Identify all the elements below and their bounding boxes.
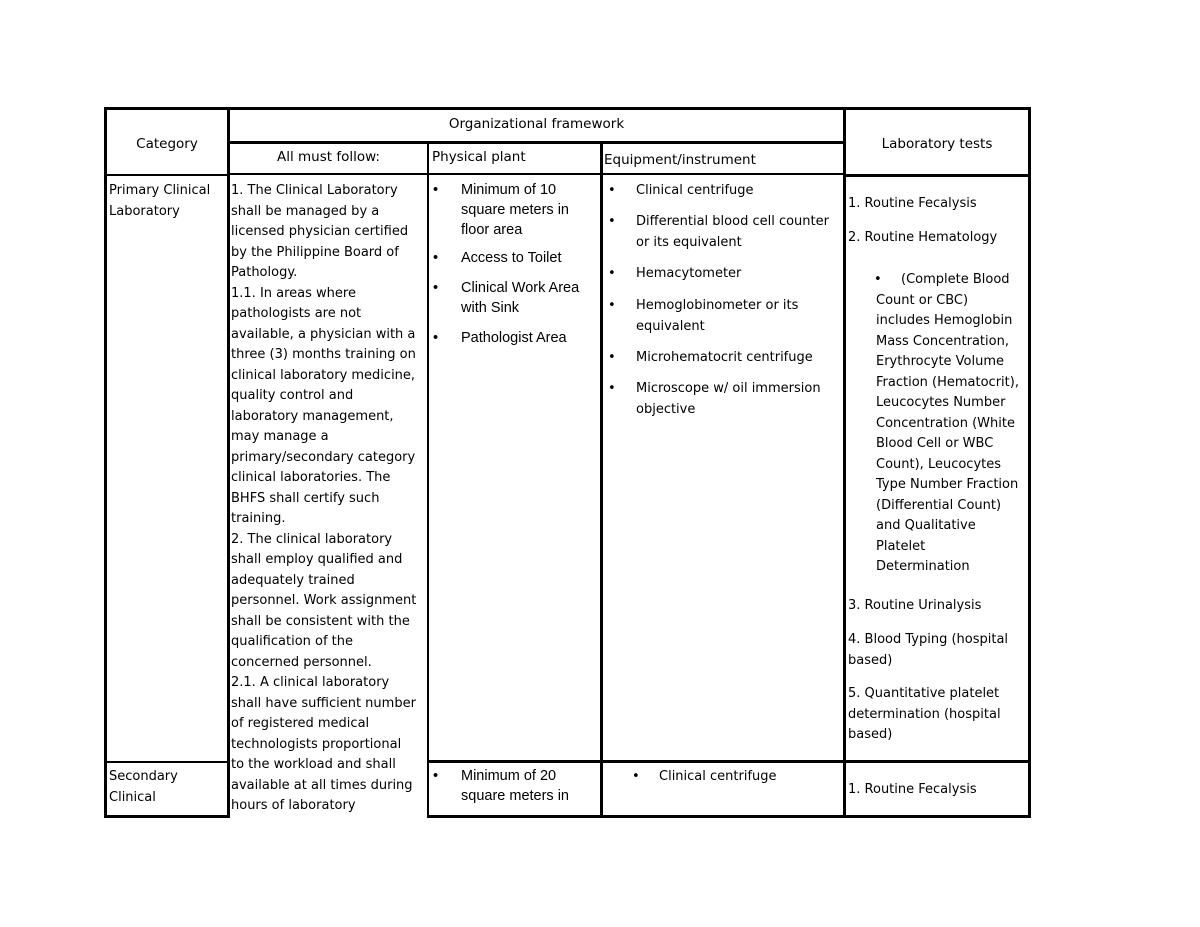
text-line: Count or CBC) <box>876 292 969 308</box>
text-line: 2.1. A clinical laboratory <box>231 675 390 690</box>
lab-test-5-line2: determination (hospital <box>848 707 1001 722</box>
lab-test-4-line1: 4. Blood Typing (hospital <box>848 632 1009 647</box>
text-line: adequately trained <box>231 572 355 588</box>
header-all-must-follow: All must follow: <box>277 149 380 165</box>
bullet-icon: • <box>874 272 882 287</box>
text-line: clinical laboratories. The <box>231 470 391 485</box>
text-line: to the workload and shall <box>231 757 396 772</box>
bullet-icon: • <box>608 350 616 365</box>
bullet-icon: • <box>433 280 439 296</box>
bullet-icon: • <box>608 183 616 198</box>
physical-plant-item: Pathologist Area <box>461 330 567 346</box>
text-line: hours of laboratory <box>231 798 356 813</box>
text-line: clinical laboratory medicine, <box>231 367 416 383</box>
table-border-bottom <box>104 815 228 818</box>
header-subrow-line <box>227 141 846 144</box>
text-line: and Qualitative <box>876 518 976 533</box>
text-line: shall be consistent with the <box>231 613 410 629</box>
header-bottom-line-category <box>104 174 228 176</box>
table-border-bottom-2 <box>428 815 1031 818</box>
text-line: Blood Cell or WBC <box>876 436 994 451</box>
lab-test-5-line1: 5. Quantitative platelet <box>848 686 1000 701</box>
table-border-top <box>104 107 1031 110</box>
text-line: Erythrocyte Volume <box>876 354 1005 369</box>
primary-all-must-follow <box>231 181 427 817</box>
text-line: Determination <box>876 559 970 574</box>
secondary-physical-plant-line1: Minimum of 20 <box>461 768 557 784</box>
col-divider-3 <box>600 143 603 818</box>
physical-plant-item: Minimum of 10 square meters in floor area <box>461 182 569 238</box>
text-line: three (3) months training on <box>231 347 416 362</box>
table-border-right <box>1028 107 1031 818</box>
physical-plant-item: Clinical Work Area with Sink <box>461 280 580 316</box>
bullet-icon: • <box>433 250 439 266</box>
text-line: Concentration (White <box>876 415 1015 431</box>
table-border-left <box>104 107 107 818</box>
col-divider-4 <box>843 107 846 818</box>
text-line: (Differential Count) <box>876 497 1002 513</box>
cbc-description <box>876 270 1028 578</box>
text-line: Type Number Fraction <box>876 477 1019 492</box>
header-bottom-line-lab <box>843 174 1031 177</box>
text-line: concerned personnel. <box>231 654 372 670</box>
physical-plant-item: Access to Toilet <box>461 250 562 266</box>
text-line: personnel. Work assignment <box>231 593 417 608</box>
lab-test-4-line2: based) <box>848 653 893 668</box>
text-line: Fraction (Hematocrit), <box>876 374 1019 390</box>
lab-test-2: 2. Routine Hematology <box>848 230 998 245</box>
equipment-item: Microscope w/ oil immersion objective <box>636 381 821 417</box>
bullet-icon: • <box>632 769 640 784</box>
secondary-lab-test: 1. Routine Fecalysis <box>848 782 977 797</box>
text-line: available, a physician with a <box>231 326 416 342</box>
bullet-icon: • <box>608 266 616 281</box>
header-laboratory-tests: Laboratory tests <box>881 136 993 152</box>
bullet-icon: • <box>433 182 439 198</box>
text-line: laboratory management, <box>231 408 394 424</box>
text-line: by the Philippine Board of <box>231 244 399 260</box>
text-line: of registered medical <box>231 716 370 731</box>
header-equipment-instrument: Equipment/instrument <box>604 152 756 168</box>
secondary-equipment: Clinical centrifuge <box>659 769 777 784</box>
equipment-item: Differential blood cell counter or its equivalent <box>636 214 829 250</box>
header-category: Category <box>136 136 198 152</box>
text-line: Platelet <box>876 538 926 554</box>
row-divider-framework <box>427 760 1031 763</box>
text-line: (Complete Blood <box>901 272 1010 287</box>
text-line: primary/secondary category <box>231 449 416 465</box>
lab-test-1: 1. Routine Fecalysis <box>848 196 977 211</box>
text-line: training. <box>231 511 286 526</box>
text-line: Leucocytes Number <box>876 395 1006 410</box>
bullet-icon: • <box>608 381 616 396</box>
equipment-item: Microhematocrit centrifuge <box>636 350 813 365</box>
text-line: qualification of the <box>231 634 354 649</box>
secondary-physical-plant-line2: square meters in <box>461 788 569 804</box>
secondary-category-line1: Secondary <box>109 769 178 784</box>
text-line: technologists proportional <box>231 736 402 752</box>
bullet-icon: • <box>608 298 616 313</box>
text-line: Count), Leucocytes <box>876 456 1002 472</box>
text-line: shall have sufficient number <box>231 695 416 711</box>
primary-category: Primary Clinical Laboratory <box>109 183 211 219</box>
equipment-item: Hemoglobinometer or its equivalent <box>636 298 799 334</box>
bullet-icon: • <box>608 214 616 229</box>
text-line: available at all times during <box>231 777 413 793</box>
header-bottom-line-framework <box>227 173 846 175</box>
equipment-item: Hemacytometer <box>636 266 742 281</box>
text-line: 1. The Clinical Laboratory <box>231 183 398 198</box>
row-divider-category <box>104 761 228 763</box>
text-line: includes Hemoglobin <box>876 313 1013 328</box>
col-divider-2 <box>427 143 429 818</box>
text-line: Pathology. <box>231 265 298 280</box>
bullet-icon: • <box>433 768 439 784</box>
text-line: quality control and <box>231 388 354 403</box>
text-line: 2. The clinical laboratory <box>231 531 393 547</box>
text-line: 1.1. In areas where <box>231 285 356 301</box>
col-divider-1 <box>227 107 230 818</box>
text-line: Mass Concentration, <box>876 333 1009 349</box>
lab-test-5-line3: based) <box>848 727 893 742</box>
secondary-category-line2: Clinical <box>109 790 156 805</box>
text-line: pathologists are not <box>231 306 362 321</box>
header-organizational-framework: Organizational framework <box>448 116 625 132</box>
bullet-icon: • <box>433 330 439 346</box>
text-line: may manage a <box>231 429 329 444</box>
text-line: shall employ qualified and <box>231 552 403 567</box>
equipment-item: Clinical centrifuge <box>636 183 754 198</box>
text-line: shall be managed by a <box>231 203 380 219</box>
lab-test-3: 3. Routine Urinalysis <box>848 598 982 613</box>
text-line: BHFS shall certify such <box>231 490 380 506</box>
text-line: licensed physician certified <box>231 224 409 239</box>
header-physical-plant: Physical plant <box>432 149 526 165</box>
